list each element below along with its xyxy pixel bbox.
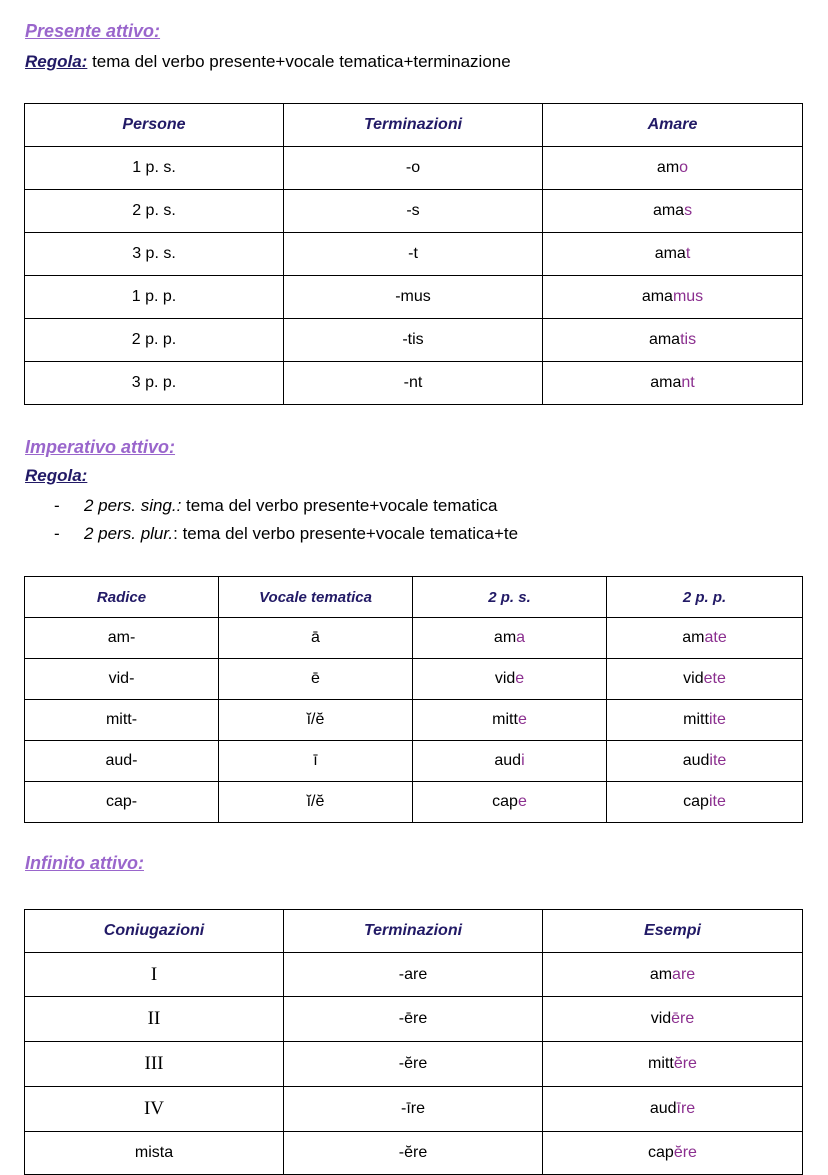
- form-stem: cap: [492, 793, 518, 810]
- cell-esempio: [543, 1132, 803, 1175]
- cell-radice: cap-: [25, 782, 219, 823]
- imperativo-heading: Imperativo attivo:: [25, 437, 176, 457]
- cell-radice: vid-: [25, 659, 219, 700]
- header-persone: Persone: [25, 104, 284, 147]
- form-ending: a: [516, 629, 526, 646]
- cell-form: [543, 276, 803, 319]
- form-ending: tis: [680, 331, 697, 348]
- cell-2ps: [413, 659, 607, 700]
- form-ending: ate: [704, 629, 727, 646]
- header-amare: Amare: [543, 104, 803, 147]
- cell-2ps: [413, 700, 607, 741]
- table-row: [25, 700, 803, 741]
- form-stem: ama: [650, 374, 682, 391]
- cell-term: -tis: [284, 319, 543, 362]
- cell-2pp: [607, 741, 803, 782]
- infinito-heading: Infinito attivo:: [25, 853, 144, 873]
- cell-term: -ĕre: [284, 1132, 543, 1175]
- cell-form: [543, 190, 803, 233]
- form-stem: cap: [648, 1144, 674, 1161]
- form-stem: vid: [650, 1010, 672, 1027]
- header-2pp: 2 p. p.: [607, 577, 803, 618]
- cell-form: [543, 233, 803, 276]
- table-row: [25, 147, 803, 190]
- cell-2pp: [607, 782, 803, 823]
- infinito-table: [24, 909, 803, 1175]
- bullet-label: 2 pers. sing.:: [84, 496, 182, 515]
- cell-term: -ēre: [284, 997, 543, 1042]
- header-esempi: Esempi: [543, 910, 803, 953]
- form-ending: ite: [709, 752, 727, 769]
- form-stem: aud: [682, 752, 710, 769]
- form-ending: ite: [708, 711, 726, 728]
- table-row: [25, 190, 803, 233]
- table-row: [25, 1132, 803, 1175]
- cell-radice: aud-: [25, 741, 219, 782]
- table-row: [25, 1042, 803, 1087]
- cell-term: -t: [284, 233, 543, 276]
- imperativo-bullet-list: [54, 492, 518, 548]
- header-terminazioni: Terminazioni: [284, 104, 543, 147]
- cell-persona: 3 p. s.: [25, 233, 284, 276]
- cell-persona: 1 p. s.: [25, 147, 284, 190]
- table-header-row: [25, 104, 803, 147]
- form-ending: nt: [681, 374, 695, 391]
- cell-vocale: ā: [219, 618, 413, 659]
- table-row: [25, 741, 803, 782]
- table-row: [25, 659, 803, 700]
- header-2ps: 2 p. s.: [413, 577, 607, 618]
- form-stem: mitt: [648, 1055, 674, 1072]
- cell-persona: 2 p. p.: [25, 319, 284, 362]
- header-radice: Radice: [25, 577, 219, 618]
- table-header-row: [25, 577, 803, 618]
- form-stem: am: [493, 629, 517, 646]
- form-stem: ama: [654, 245, 686, 262]
- form-stem: vid: [494, 670, 516, 687]
- form-ending: īre: [676, 1100, 696, 1117]
- form-ending: e: [515, 670, 525, 687]
- cell-term: -are: [284, 953, 543, 997]
- imperativo-rule-label: Regola:: [25, 466, 88, 485]
- cell-term: -ĕre: [284, 1042, 543, 1087]
- form-stem: ama: [648, 331, 681, 348]
- cell-coniugazione: III: [25, 1042, 284, 1087]
- presente-table: [24, 103, 803, 405]
- form-stem: ama: [652, 202, 685, 219]
- cell-persona: 2 p. s.: [25, 190, 284, 233]
- header-vocale: Vocale tematica: [219, 577, 413, 618]
- cell-vocale: ĭ/ĕ: [219, 782, 413, 823]
- form-ending: ĕre: [673, 1144, 697, 1161]
- presente-heading: Presente attivo:: [25, 21, 161, 41]
- cell-vocale: ĭ/ĕ: [219, 700, 413, 741]
- imperativo-table: [24, 576, 803, 823]
- form-ending: s: [684, 202, 693, 219]
- form-stem: ama: [641, 288, 673, 305]
- form-stem: cap: [683, 793, 709, 810]
- table-row: [25, 319, 803, 362]
- cell-term: -s: [284, 190, 543, 233]
- cell-coniugazione: mista: [25, 1132, 284, 1175]
- presente-rule: [25, 52, 511, 72]
- bullet-text: tema del verbo presente+vocale tematica: [181, 496, 498, 515]
- table-header-row: [25, 910, 803, 953]
- cell-form: [543, 319, 803, 362]
- cell-vocale: ē: [219, 659, 413, 700]
- form-stem: mitt: [492, 711, 518, 728]
- form-stem: mitt: [683, 711, 709, 728]
- bullet-label: 2 pers. plur.: [84, 524, 174, 543]
- cell-2ps: [413, 618, 607, 659]
- cell-2pp: [607, 659, 803, 700]
- table-row: [25, 1087, 803, 1132]
- bullet-dash: -: [54, 524, 60, 543]
- form-ending: i: [521, 752, 525, 769]
- form-stem: am: [682, 629, 705, 646]
- form-ending: e: [517, 793, 527, 810]
- form-ending: ēre: [671, 1010, 695, 1027]
- bullet-dash: -: [54, 496, 60, 515]
- form-ending: are: [672, 965, 696, 983]
- form-ending: ĕre: [673, 1055, 697, 1072]
- cell-2ps: [413, 741, 607, 782]
- form-ending: o: [679, 159, 689, 176]
- cell-persona: 1 p. p.: [25, 276, 284, 319]
- cell-coniugazione: IV: [25, 1087, 284, 1132]
- form-ending: ete: [703, 670, 726, 687]
- list-item: [54, 520, 518, 548]
- cell-form: [543, 362, 803, 405]
- table-row: [25, 233, 803, 276]
- cell-esempio: [543, 1042, 803, 1087]
- form-stem: am: [649, 965, 673, 983]
- form-stem: aud: [649, 1100, 677, 1117]
- cell-term: -īre: [284, 1087, 543, 1132]
- cell-esempio: [543, 953, 803, 997]
- form-ending: ite: [708, 793, 726, 810]
- list-item: [54, 492, 518, 520]
- table-row: [25, 618, 803, 659]
- form-stem: vid: [683, 670, 704, 687]
- table-row: [25, 362, 803, 405]
- table-row: [25, 782, 803, 823]
- table-row: [25, 276, 803, 319]
- cell-esempio: [543, 1087, 803, 1132]
- cell-coniugazione: II: [25, 997, 284, 1042]
- form-ending: t: [685, 245, 691, 262]
- cell-radice: am-: [25, 618, 219, 659]
- cell-term: -o: [284, 147, 543, 190]
- presente-rule-label: Regola:: [25, 52, 88, 71]
- cell-2pp: [607, 700, 803, 741]
- header-coniugazioni: Coniugazioni: [25, 910, 284, 953]
- header-terminazioni: Terminazioni: [284, 910, 543, 953]
- form-ending: e: [517, 711, 527, 728]
- cell-persona: 3 p. p.: [25, 362, 284, 405]
- form-ending: mus: [672, 288, 704, 305]
- cell-term: -mus: [284, 276, 543, 319]
- presente-rule-text: tema del verbo presente+vocale tematica+terminazione: [87, 52, 511, 71]
- cell-coniugazione: I: [25, 953, 284, 997]
- cell-esempio: [543, 997, 803, 1042]
- table-row: [25, 953, 803, 997]
- form-stem: aud: [494, 752, 522, 769]
- cell-radice: mitt-: [25, 700, 219, 741]
- cell-form: [543, 147, 803, 190]
- cell-2ps: [413, 782, 607, 823]
- form-stem: am: [656, 159, 680, 176]
- imperativo-rule: [25, 466, 87, 486]
- cell-vocale: ī: [219, 741, 413, 782]
- table-row: [25, 997, 803, 1042]
- bullet-text: : tema del verbo presente+vocale tematica+te: [173, 524, 519, 543]
- cell-2pp: [607, 618, 803, 659]
- cell-term: -nt: [284, 362, 543, 405]
